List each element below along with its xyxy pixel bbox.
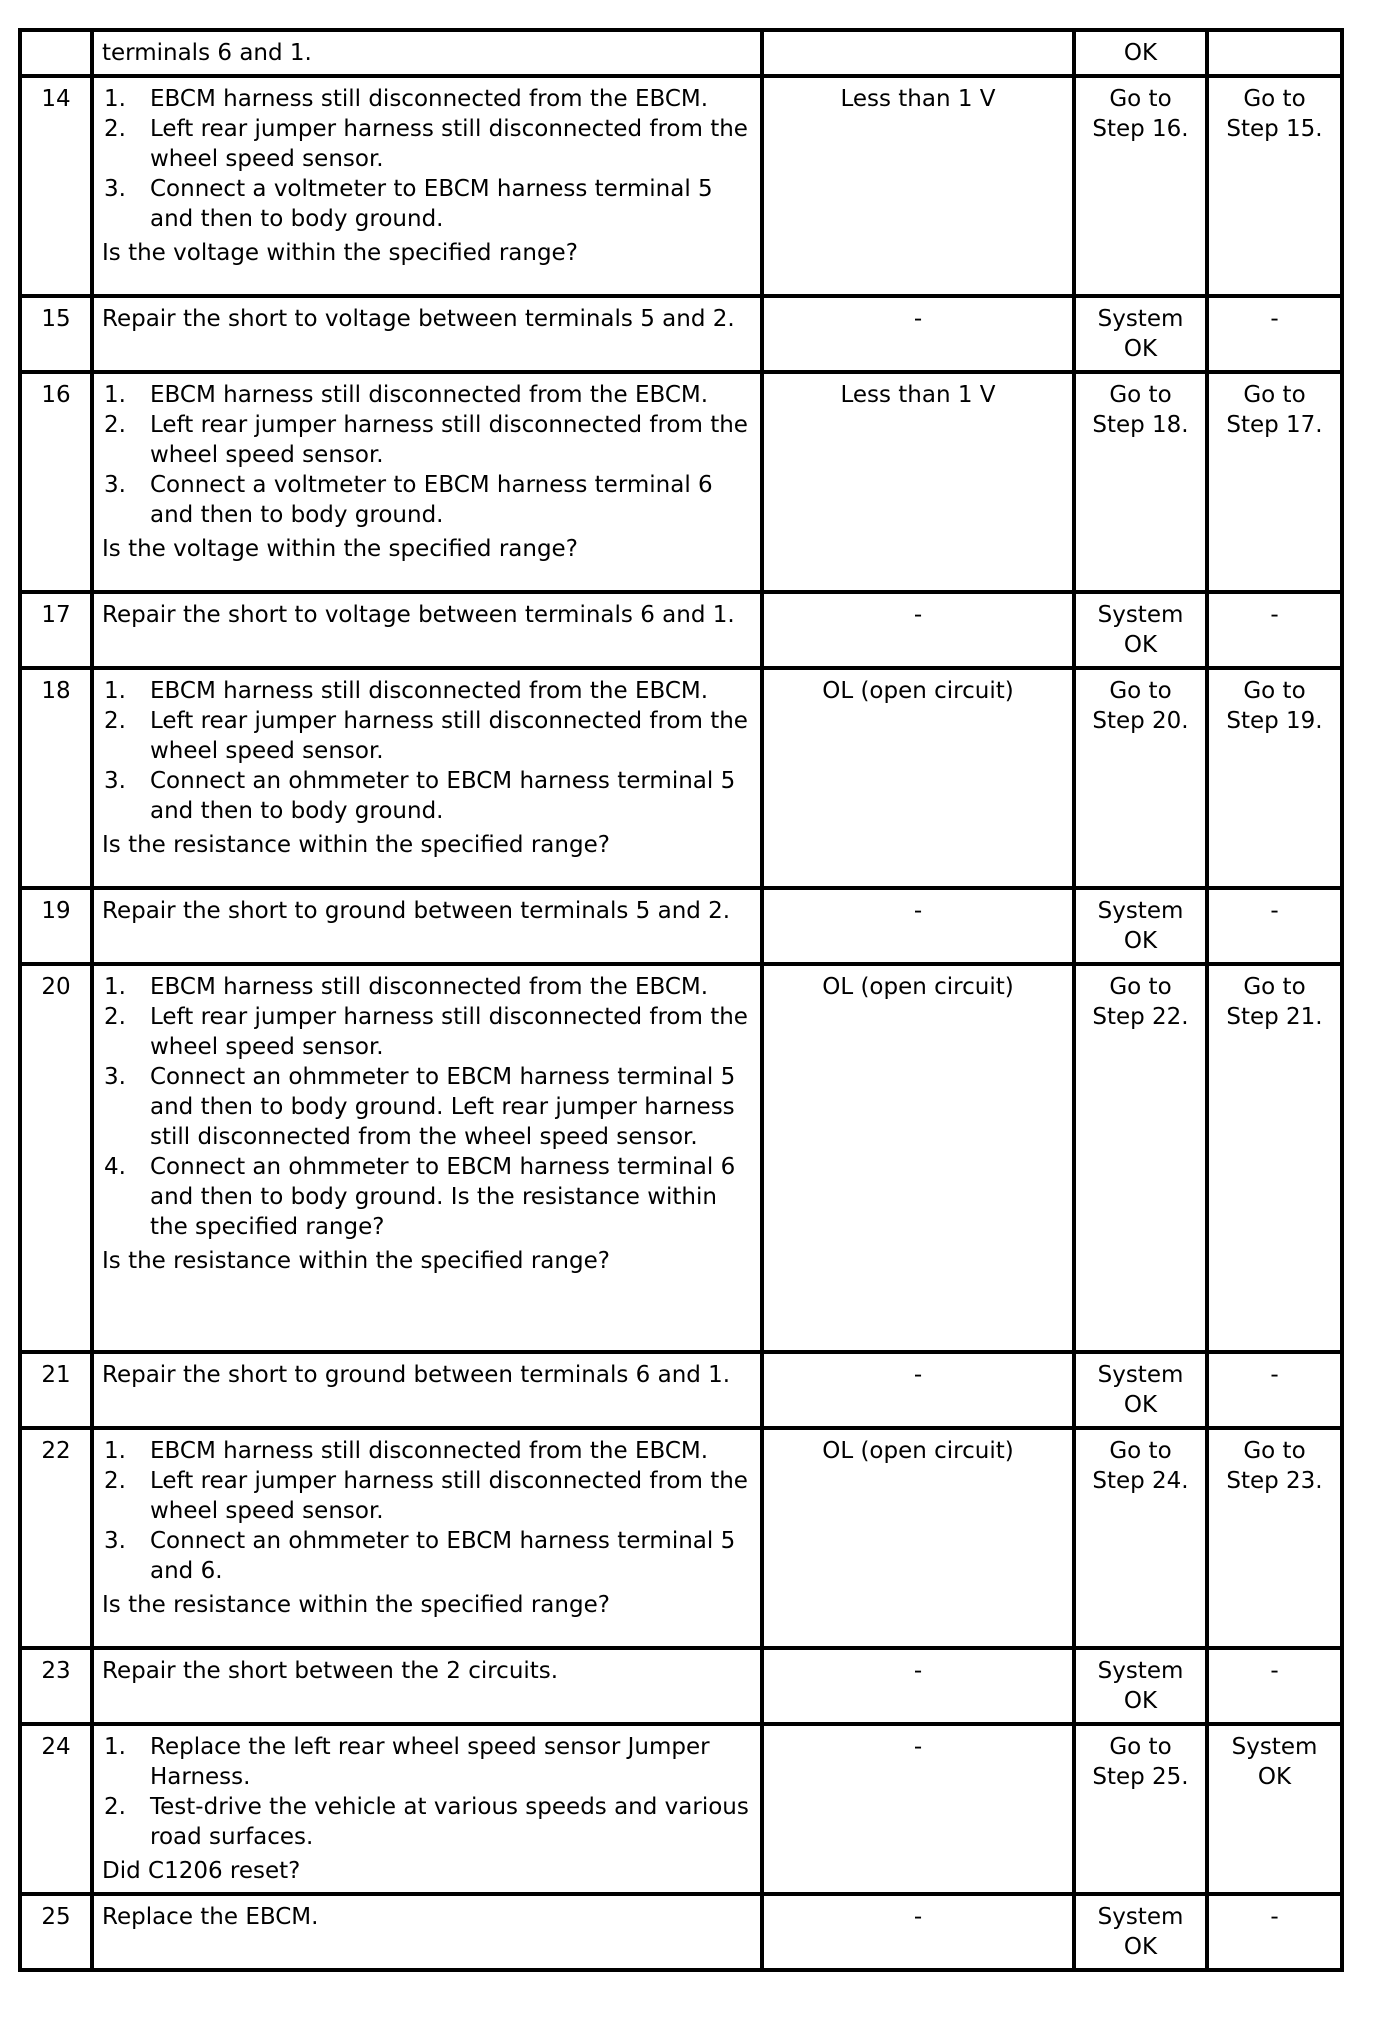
step-index: 2.	[104, 412, 126, 438]
no-cell: Go to Step 19.	[1207, 668, 1342, 888]
value-cell: OL (open circuit)	[762, 668, 1074, 888]
step-index: 1.	[104, 1438, 126, 1464]
step-number-cell: 17	[20, 592, 92, 668]
no-cell	[1207, 30, 1342, 76]
value-cell: -	[762, 1894, 1074, 1970]
action-step-text: Left rear jumper harness still disconnected from the wheel speed sensor.	[150, 1004, 748, 1060]
step-index: 2.	[104, 116, 126, 142]
action-step-text: Connect an ohmmeter to EBCM harness terminal 5 and 6.	[150, 1528, 736, 1584]
action-step-item	[102, 1436, 752, 1466]
action-cell	[92, 1352, 762, 1428]
table-row	[20, 592, 1342, 668]
action-step-text: EBCM harness still disconnected from the EBCM.	[150, 1438, 709, 1464]
step-index: 2.	[104, 708, 126, 734]
action-step-text: EBCM harness still disconnected from the EBCM.	[150, 382, 709, 408]
step-index: 2.	[104, 1468, 126, 1494]
action-step-item	[102, 1526, 752, 1586]
action-step-text: Connect an ohmmeter to EBCM harness terminal 5 and then to body ground.	[150, 768, 736, 824]
yes-cell: Go to Step 24.	[1074, 1428, 1207, 1648]
value-cell: -	[762, 1648, 1074, 1724]
no-cell: -	[1207, 592, 1342, 668]
step-number-cell: 18	[20, 668, 92, 888]
action-cell	[92, 76, 762, 296]
table-row	[20, 372, 1342, 592]
action-cell	[92, 1894, 762, 1970]
action-step-text: Left rear jumper harness still disconnected from the wheel speed sensor.	[150, 116, 748, 172]
value-cell: OL (open circuit)	[762, 964, 1074, 1352]
action-step-item	[102, 1732, 752, 1792]
step-index: 2.	[104, 1794, 126, 1820]
table-row	[20, 964, 1342, 1352]
action-step-item	[102, 676, 752, 706]
action-text: Repair the short to voltage between terminals 5 and 2.	[102, 306, 735, 332]
action-step-text: Replace the left rear wheel speed sensor Jumper Harness.	[150, 1734, 710, 1790]
no-cell: -	[1207, 1352, 1342, 1428]
step-index: 1.	[104, 86, 126, 112]
no-cell: System OK	[1207, 1724, 1342, 1894]
action-step-item	[102, 1152, 752, 1242]
yes-cell: OK	[1074, 30, 1207, 76]
yes-cell: Go to Step 18.	[1074, 372, 1207, 592]
table-row	[20, 1894, 1342, 1970]
value-cell	[762, 30, 1074, 76]
action-steps-list	[102, 84, 752, 234]
step-number-cell: 21	[20, 1352, 92, 1428]
action-step-text: Left rear jumper harness still disconnected from the wheel speed sensor.	[150, 412, 748, 468]
action-steps-list	[102, 972, 752, 1242]
step-number-cell: 19	[20, 888, 92, 964]
value-cell: OL (open circuit)	[762, 1428, 1074, 1648]
step-index: 1.	[104, 678, 126, 704]
action-cell	[92, 1428, 762, 1648]
action-text: Repair the short to ground between terminals 6 and 1.	[102, 1362, 731, 1388]
value-cell: Less than 1 V	[762, 372, 1074, 592]
action-cell	[92, 1724, 762, 1894]
no-cell: Go to Step 17.	[1207, 372, 1342, 592]
action-step-item	[102, 706, 752, 766]
step-index: 1.	[104, 974, 126, 1000]
action-steps-list	[102, 380, 752, 530]
action-step-item	[102, 84, 752, 114]
table-row	[20, 668, 1342, 888]
yes-cell: Go to Step 25.	[1074, 1724, 1207, 1894]
step-number-cell: 24	[20, 1724, 92, 1894]
action-step-item	[102, 1002, 752, 1062]
no-cell: Go to Step 15.	[1207, 76, 1342, 296]
action-cell	[92, 964, 762, 1352]
action-step-item	[102, 410, 752, 470]
no-cell: -	[1207, 296, 1342, 372]
action-step-item	[102, 972, 752, 1002]
no-cell: -	[1207, 888, 1342, 964]
step-question: Is the resistance within the specified range?	[102, 1592, 610, 1618]
yes-cell: System OK	[1074, 296, 1207, 372]
step-number-cell: 20	[20, 964, 92, 1352]
step-index: 3.	[104, 768, 126, 794]
value-cell: -	[762, 592, 1074, 668]
action-step-text: EBCM harness still disconnected from the EBCM.	[150, 974, 709, 1000]
yes-cell: System OK	[1074, 1352, 1207, 1428]
action-step-text: Connect an ohmmeter to EBCM harness terminal 6 and then to body ground. Is the resistance within the specified range?	[150, 1154, 736, 1240]
yes-cell: Go to Step 16.	[1074, 76, 1207, 296]
table-row	[20, 1352, 1342, 1428]
yes-cell: System OK	[1074, 592, 1207, 668]
step-number-cell: 23	[20, 1648, 92, 1724]
action-step-text: Left rear jumper harness still disconnected from the wheel speed sensor.	[150, 1468, 748, 1524]
step-question: Is the resistance within the specified range?	[102, 1248, 610, 1274]
step-number-cell: 14	[20, 76, 92, 296]
no-cell: -	[1207, 1648, 1342, 1724]
yes-cell: System OK	[1074, 1894, 1207, 1970]
diagnostic-table	[18, 28, 1344, 1972]
step-question: Is the voltage within the specified range?	[102, 536, 578, 562]
step-index: 1.	[104, 382, 126, 408]
action-text: terminals 6 and 1.	[102, 40, 312, 66]
value-cell: -	[762, 1724, 1074, 1894]
action-step-item	[102, 1792, 752, 1852]
diagnostic-table-body	[20, 30, 1342, 1970]
action-steps-list	[102, 1732, 752, 1852]
step-question: Did C1206 reset?	[102, 1858, 301, 1884]
table-row	[20, 296, 1342, 372]
action-step-item	[102, 470, 752, 530]
yes-cell: System OK	[1074, 1648, 1207, 1724]
step-number-cell: 22	[20, 1428, 92, 1648]
action-text: Repair the short to voltage between terminals 6 and 1.	[102, 602, 735, 628]
step-index: 3.	[104, 1528, 126, 1554]
step-number-cell: 16	[20, 372, 92, 592]
action-cell	[92, 592, 762, 668]
action-step-text: EBCM harness still disconnected from the EBCM.	[150, 678, 709, 704]
action-cell	[92, 888, 762, 964]
table-row	[20, 1724, 1342, 1894]
action-step-item	[102, 174, 752, 234]
value-cell: Less than 1 V	[762, 76, 1074, 296]
action-step-item	[102, 114, 752, 174]
action-step-item	[102, 380, 752, 410]
action-steps-list	[102, 676, 752, 826]
action-cell	[92, 30, 762, 76]
action-step-text: Connect a voltmeter to EBCM harness terminal 6 and then to body ground.	[150, 472, 713, 528]
step-question: Is the resistance within the specified range?	[102, 832, 610, 858]
step-index: 3.	[104, 1064, 126, 1090]
action-steps-list	[102, 1436, 752, 1586]
step-index: 2.	[104, 1004, 126, 1030]
action-cell	[92, 668, 762, 888]
step-number-cell: 25	[20, 1894, 92, 1970]
value-cell: -	[762, 296, 1074, 372]
table-row	[20, 888, 1342, 964]
table-row	[20, 1428, 1342, 1648]
no-cell: Go to Step 23.	[1207, 1428, 1342, 1648]
action-cell	[92, 372, 762, 592]
action-step-text: Connect an ohmmeter to EBCM harness terminal 5 and then to body ground. Left rear jumper harness still disconnected from the wheel speed sensor.	[150, 1064, 736, 1150]
yes-cell: System OK	[1074, 888, 1207, 964]
no-cell: Go to Step 21.	[1207, 964, 1342, 1352]
no-cell: -	[1207, 1894, 1342, 1970]
action-cell	[92, 296, 762, 372]
action-step-item	[102, 1466, 752, 1526]
table-row	[20, 1648, 1342, 1724]
action-step-item	[102, 766, 752, 826]
table-row	[20, 30, 1342, 76]
step-number-cell: 15	[20, 296, 92, 372]
step-number-cell	[20, 30, 92, 76]
value-cell: -	[762, 1352, 1074, 1428]
table-row	[20, 76, 1342, 296]
yes-cell: Go to Step 22.	[1074, 964, 1207, 1352]
step-index: 1.	[104, 1734, 126, 1760]
step-index: 4.	[104, 1154, 126, 1180]
action-cell	[92, 1648, 762, 1724]
value-cell: -	[762, 888, 1074, 964]
action-text: Repair the short between the 2 circuits.	[102, 1658, 559, 1684]
action-step-item	[102, 1062, 752, 1152]
yes-cell: Go to Step 20.	[1074, 668, 1207, 888]
action-step-text: Left rear jumper harness still disconnected from the wheel speed sensor.	[150, 708, 748, 764]
step-index: 3.	[104, 472, 126, 498]
step-index: 3.	[104, 176, 126, 202]
step-question: Is the voltage within the specified range?	[102, 240, 578, 266]
action-step-text: EBCM harness still disconnected from the EBCM.	[150, 86, 709, 112]
action-step-text: Connect a voltmeter to EBCM harness terminal 5 and then to body ground.	[150, 176, 713, 232]
action-step-text: Test-drive the vehicle at various speeds and various road surfaces.	[150, 1794, 749, 1850]
action-text: Replace the EBCM.	[102, 1904, 319, 1930]
action-text: Repair the short to ground between terminals 5 and 2.	[102, 898, 731, 924]
